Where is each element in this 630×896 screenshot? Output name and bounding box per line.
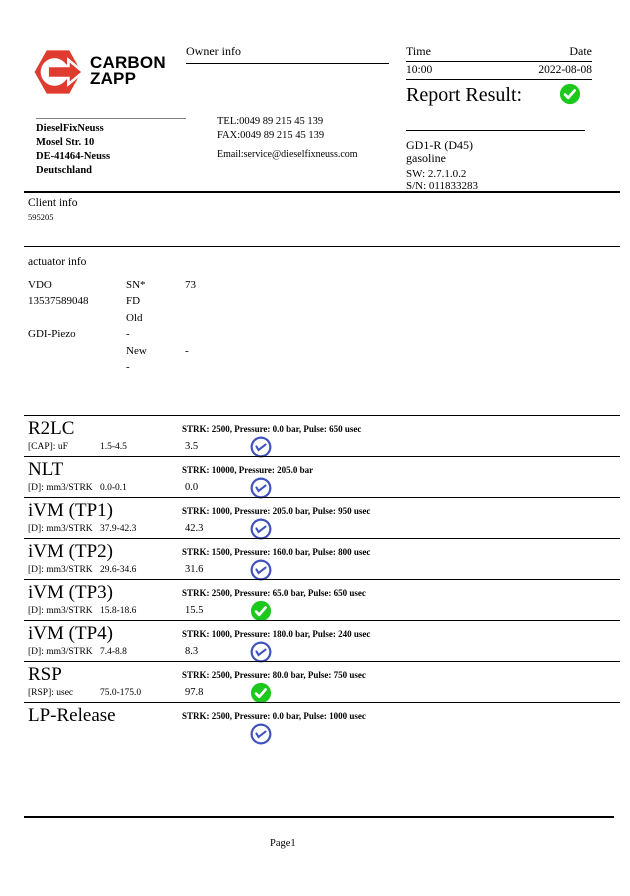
owner-tel: TEL:0049 89 215 45 139 bbox=[217, 116, 324, 127]
actuator-row bbox=[28, 328, 265, 344]
test-config: STRK: 10000, Pressure: 205.0 bar bbox=[182, 465, 314, 475]
report-result-pass-icon bbox=[559, 83, 581, 105]
actuator-row bbox=[28, 279, 265, 295]
test-value: 3.5 bbox=[185, 441, 199, 452]
actuator-old-label: Old bbox=[126, 311, 143, 324]
test-value: 0.0 bbox=[185, 482, 199, 493]
test-row-nlt bbox=[24, 456, 620, 498]
test-config: STRK: 2500, Pressure: 65.0 bar, Pulse: 650 usec bbox=[182, 588, 366, 598]
actuator-fd-label: FD bbox=[126, 295, 141, 308]
test-config: STRK: 1000, Pressure: 180.0 bar, Pulse: 240 usec bbox=[182, 629, 371, 639]
header-divider bbox=[24, 191, 620, 193]
test-name: NLT bbox=[28, 459, 64, 480]
actuator-info-label: actuator info bbox=[28, 256, 87, 268]
test-unit: [D]: mm3/STRK bbox=[28, 647, 93, 657]
test-name: R2LC bbox=[28, 418, 75, 439]
test-config: STRK: 2500, Pressure: 80.0 bar, Pulse: 750 usec bbox=[182, 670, 366, 680]
result-check-icon bbox=[250, 436, 272, 458]
machine-info-block bbox=[406, 130, 585, 192]
actuator-row bbox=[28, 295, 265, 311]
test-config: STRK: 2500, Pressure: 0.0 bar, Pulse: 650 usec bbox=[182, 424, 362, 434]
test-name: RSP bbox=[28, 664, 62, 685]
result-check-icon bbox=[250, 682, 272, 704]
actuator-sn-label: SN* bbox=[126, 279, 146, 291]
client-info-value: 595205 bbox=[28, 212, 54, 222]
test-name: iVM (TP3) bbox=[28, 582, 113, 603]
test-range: 29.6-34.6 bbox=[100, 565, 137, 575]
test-value: 31.6 bbox=[185, 564, 204, 575]
owner-fax: FAX:0049 89 215 45 139 bbox=[217, 130, 325, 141]
test-name: iVM (TP1) bbox=[28, 500, 113, 521]
test-name: iVM (TP4) bbox=[28, 623, 113, 644]
owner-country: Deutschland bbox=[36, 165, 93, 176]
owner-info-label: Owner info bbox=[186, 44, 389, 64]
test-range: 75.0-175.0 bbox=[100, 688, 142, 698]
actuator-info-grid bbox=[28, 279, 265, 377]
result-check-icon bbox=[250, 518, 272, 540]
test-row-ivm-tp3 bbox=[24, 579, 620, 621]
test-range: 15.8-18.6 bbox=[100, 606, 137, 616]
test-unit: [D]: mm3/STRK bbox=[28, 565, 93, 575]
time-label: Time bbox=[406, 44, 431, 58]
test-range: 0.0-0.1 bbox=[100, 483, 127, 493]
test-row-rsp bbox=[24, 661, 620, 703]
test-unit: [D]: mm3/STRK bbox=[28, 524, 93, 534]
test-config: STRK: 1000, Pressure: 205.0 bar, Pulse: 950 usec bbox=[182, 506, 371, 516]
owner-contact-block bbox=[217, 115, 358, 162]
actuator-row: - bbox=[126, 360, 130, 373]
actuator-sn-value: 73 bbox=[185, 279, 196, 291]
result-check-icon bbox=[250, 723, 272, 745]
actuator-new-value: - bbox=[185, 344, 189, 357]
carbon-zapp-logo-icon bbox=[32, 46, 84, 98]
result-check-icon bbox=[250, 641, 272, 663]
carbon-zapp-logo-text bbox=[90, 55, 166, 87]
date-label: Date bbox=[569, 44, 592, 58]
test-config: STRK: 2500, Pressure: 0.0 bar, Pulse: 1000 usec bbox=[182, 711, 366, 721]
client-divider bbox=[24, 246, 620, 247]
test-name: iVM (TP2) bbox=[28, 541, 113, 562]
date-value: 2022-08-08 bbox=[538, 64, 592, 76]
machine-fuel: gasoline bbox=[406, 150, 446, 165]
time-value: 10:00 bbox=[406, 64, 433, 76]
time-date-block bbox=[406, 44, 592, 80]
actuator-new-label: New bbox=[126, 344, 147, 357]
test-range: 7.4-8.8 bbox=[100, 647, 127, 657]
logo-line2: ZAPP bbox=[90, 69, 137, 88]
actuator-part-number: 13537589048 bbox=[28, 295, 89, 308]
result-check-icon bbox=[250, 600, 272, 622]
test-name: LP-Release bbox=[28, 705, 116, 726]
test-unit: [CAP]: uF bbox=[28, 442, 68, 452]
test-value: 42.3 bbox=[185, 523, 204, 534]
machine-software: SW: 2.7.1.0.2 bbox=[406, 168, 467, 180]
owner-name: DieselFixNeuss bbox=[36, 123, 104, 134]
machine-serial: S/N: 011833283 bbox=[406, 179, 479, 192]
test-row-lp-release bbox=[24, 702, 620, 744]
test-value: 8.3 bbox=[185, 646, 199, 657]
test-unit: [D]: mm3/STRK bbox=[28, 483, 93, 493]
result-check-icon bbox=[250, 477, 272, 499]
actuator-brand: VDO bbox=[28, 279, 52, 291]
test-unit: [D]: mm3/STRK bbox=[28, 606, 93, 616]
test-row-ivm-tp4 bbox=[24, 620, 620, 662]
actuator-type: GDI-Piezo bbox=[28, 328, 76, 341]
report-result-label: Report Result: bbox=[406, 84, 523, 106]
test-row-r2lc bbox=[24, 415, 620, 457]
owner-street: Mosel Str. 10 bbox=[36, 137, 95, 148]
logo-line1: CARBON bbox=[90, 53, 166, 72]
result-check-icon bbox=[250, 559, 272, 581]
test-range: 1.5-4.5 bbox=[100, 442, 127, 452]
actuator-row bbox=[28, 345, 265, 361]
test-config: STRK: 1500, Pressure: 160.0 bar, Pulse: 800 usec bbox=[182, 547, 371, 557]
page-number: Page1 bbox=[270, 838, 296, 849]
owner-email: Email:service@dieselfixneuss.com bbox=[217, 149, 358, 160]
machine-model: GD1-R (D45) bbox=[406, 138, 473, 152]
footer-divider bbox=[24, 816, 614, 818]
test-row-ivm-tp1 bbox=[24, 497, 620, 539]
actuator-old-value: - bbox=[126, 328, 130, 341]
test-unit: [RSP]: usec bbox=[28, 688, 74, 698]
owner-address-block bbox=[36, 118, 186, 178]
test-range: 37.9-42.3 bbox=[100, 524, 137, 534]
owner-city: DE-41464-Neuss bbox=[36, 151, 111, 162]
test-value: 97.8 bbox=[185, 687, 204, 698]
actuator-row bbox=[28, 312, 265, 328]
client-info-label: Client info bbox=[28, 197, 78, 209]
test-row-ivm-tp2 bbox=[24, 538, 620, 580]
test-value: 15.5 bbox=[185, 605, 204, 616]
